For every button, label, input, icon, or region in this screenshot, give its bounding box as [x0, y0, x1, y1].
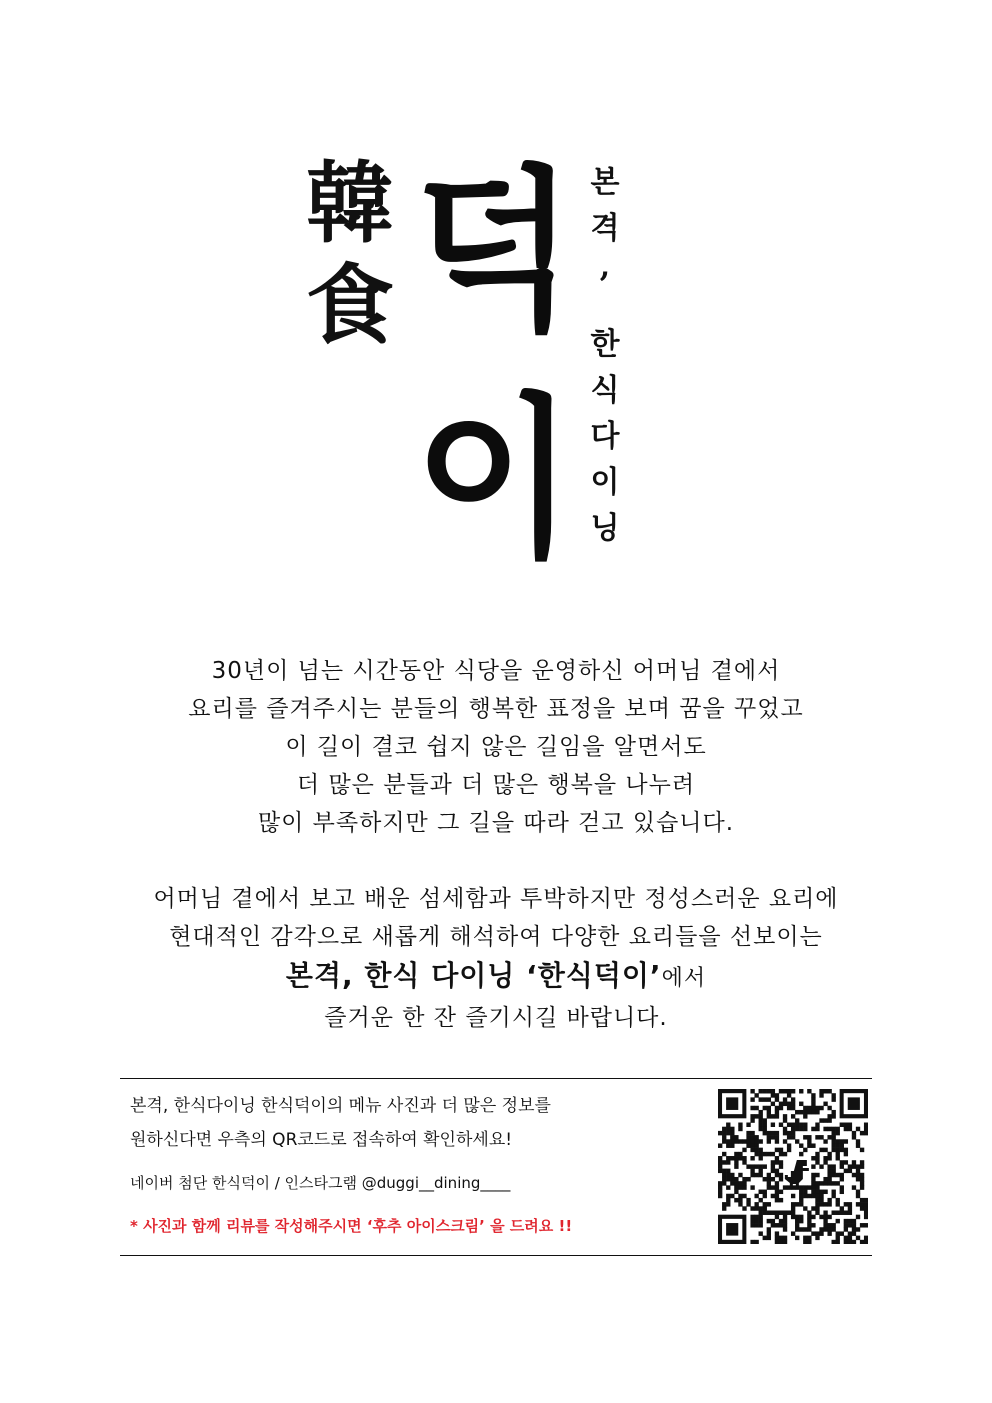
- info-box: [120, 1078, 872, 1256]
- tagline-char: ,: [599, 249, 611, 284]
- tagline-char: 닝: [590, 511, 620, 546]
- info-line: 본격, 한식다이닝 한식덕이의 메뉴 사진과 더 많은 정보를: [130, 1096, 551, 1116]
- emphasis-text: 본격, 한식 다이닝 ‘한식덕이’: [285, 959, 662, 992]
- brand-char: 덕: [414, 149, 576, 354]
- brand-char: 이: [414, 377, 576, 582]
- hanja-char: 食: [305, 253, 394, 357]
- logo: [0, 0, 992, 640]
- tagline-char: 한: [590, 327, 620, 362]
- intro-emphasis: [96, 956, 896, 999]
- tagline-char: 식: [590, 373, 620, 408]
- logo-brand-name: [410, 138, 580, 594]
- intro-closing: 즐거운 한 잔 즐기시길 바랍니다.: [324, 1005, 668, 1031]
- qr-code[interactable]: [718, 1089, 868, 1244]
- info-text: [130, 1089, 710, 1243]
- intro-text: [96, 652, 896, 1037]
- review-note: * 사진과 함께 리뷰를 작성해주시면 ‘후추 아이스크림’ 을 드려요 !!: [130, 1217, 573, 1235]
- tagline-char: 본: [590, 165, 620, 200]
- intro-line: 많이 부족하지만 그 길을 따라 걷고 있습니다.: [257, 810, 735, 836]
- tagline-char: 이: [590, 465, 620, 500]
- emphasis-suffix: 에서: [661, 966, 707, 991]
- info-line: 원하신다면 우측의 QR코드로 접속하여 확인하세요!: [130, 1130, 513, 1150]
- hanja-char: 韓: [305, 151, 394, 255]
- intro-line: 요리를 즐겨주시는 분들의 행복한 표정을 보며 꿈을 꾸었고: [188, 696, 804, 722]
- intro-line: 어머님 곁에서 보고 배운 섬세함과 투박하지만 정성스러운 요리에: [153, 886, 839, 912]
- tagline-char: 다: [590, 419, 620, 454]
- intro-line: 현대적인 감각으로 새롭게 해석하여 다양한 요리들을 선보이는: [169, 924, 823, 950]
- qr-code-graphic[interactable]: [718, 1089, 868, 1244]
- intro-line: 이 길이 결코 쉽지 않은 길임을 알면서도: [285, 734, 707, 760]
- tagline-char: 격: [590, 211, 620, 246]
- logo-tagline: [580, 160, 630, 552]
- intro-line: 30년이 넘는 시간동안 식당을 운영하신 어머님 곁에서: [211, 658, 781, 684]
- intro-line: 더 많은 분들과 더 많은 행복을 나누려: [296, 772, 696, 798]
- logo-hanja: [300, 152, 400, 356]
- social-links: 네이버 첨단 한식덕이 / 인스타그램 @duggi__dining____: [130, 1174, 511, 1192]
- dinosaur-icon: [785, 1160, 809, 1189]
